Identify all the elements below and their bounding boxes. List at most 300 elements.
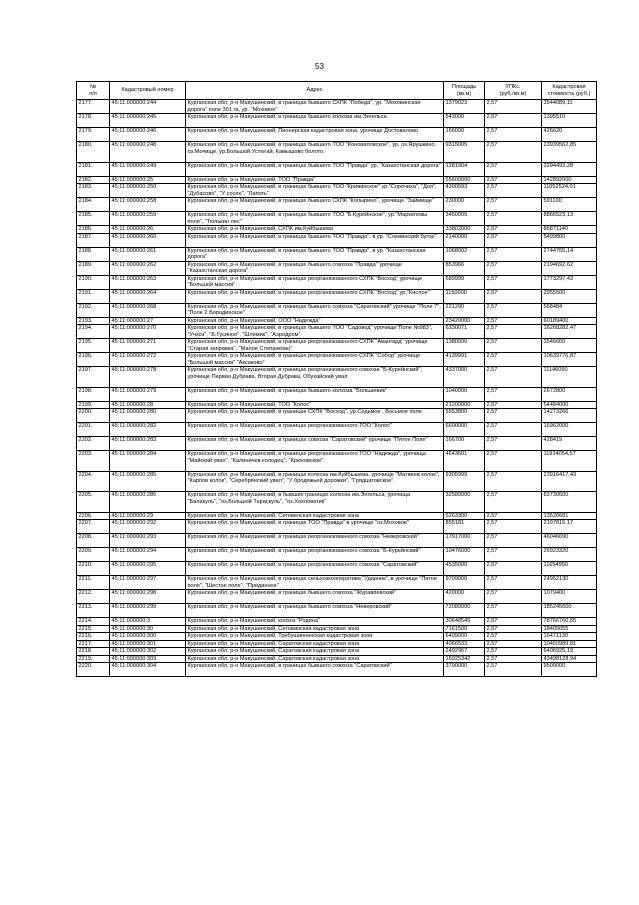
- cell-area: 230000: [444, 198, 485, 212]
- cell-address: Курганская обл, р-н Макушинский, в границах бывшего СХПК "Копырино", урочище "Займище": [186, 198, 444, 212]
- cell-cost: 16471130: [542, 633, 597, 641]
- table-row: [77, 212, 597, 226]
- cell-cadastral-number: 45:11:000000:302: [110, 648, 186, 656]
- table-row: [77, 226, 597, 234]
- cell-address: Курганская обл, р-н Макушинский, Саратовская кадастровая зона: [186, 648, 444, 656]
- table-row: [77, 142, 597, 163]
- cell-cadastral-number: 45:11:000000:29: [110, 512, 186, 520]
- cell-upks: 2,57: [485, 663, 542, 677]
- cell-address: Курганская обл, р-н Макушинский, в границах бывшего совхоза "Саратовский": [186, 663, 444, 677]
- cell-address: Курганская обл, р-н Макушинский, Сетовенская кадастровая зона: [186, 512, 444, 520]
- table-row: [77, 247, 597, 261]
- cell-number: 2205.: [77, 492, 110, 513]
- cell-area: 5263300: [444, 512, 485, 520]
- cell-cost: 426620: [542, 128, 597, 142]
- cell-address: Курганская обл, р-н Макушинский, в границах реорганизованного совхоза "Б-Курейнский", урочище Первая Дубрава, Вторая Дубрава, Обухайский увал.: [186, 367, 444, 388]
- cell-upks: 2,57: [485, 534, 542, 548]
- cell-cadastral-number: 45:11:000000:248: [110, 142, 186, 163]
- table-row: [77, 176, 597, 184]
- cell-cost: 24952130: [542, 576, 597, 590]
- cell-address: Курганская обл, р-н Макушинский, в бывших границах колхоза им.Энгельса, урочища "Балакуль", "оз.Большой Тараскуль", "оз.Хохловатик": [186, 492, 444, 513]
- cell-cadastral-number: 45:11:000000:282: [110, 423, 186, 437]
- cell-cost: 11052524,01: [542, 184, 597, 198]
- cell-cadastral-number: 45:11:000000:249: [110, 162, 186, 176]
- cell-area: 55600000: [444, 176, 485, 184]
- cell-address: Курганская обл, р-н Макушинский, в границах совхоза "Саратовский" урочище "Пятое Поле": [186, 437, 444, 451]
- cell-upks: 2,57: [485, 289, 542, 303]
- cell-area: 17917000: [444, 534, 485, 548]
- table-row: [77, 471, 597, 492]
- cell-number: 2190.: [77, 275, 110, 289]
- table-row: [77, 198, 597, 212]
- cell-address: Курганская обл, р-н Макушинский, колхоз "Родина": [186, 618, 444, 626]
- table-row: [77, 625, 597, 633]
- cell-upks: 2,57: [485, 640, 542, 648]
- cell-upks: 2,57: [485, 618, 542, 626]
- cell-upks: 2,57: [485, 648, 542, 656]
- cell-cadastral-number: 45:11:000000:304: [110, 663, 186, 677]
- cell-upks: 2,57: [485, 401, 542, 409]
- cell-number: 2195.: [77, 339, 110, 353]
- cell-number: 2177.: [77, 100, 110, 114]
- cell-cost: 2672800: [542, 387, 597, 401]
- cell-upks: 2,57: [485, 184, 542, 198]
- cell-number: 2179.: [77, 128, 110, 142]
- cell-cadastral-number: 45:11:000000:297: [110, 576, 186, 590]
- cell-cadastral-number: 45:11:000000:284: [110, 451, 186, 472]
- cell-cadastral-number: 45:11:000000:280: [110, 409, 186, 423]
- cell-cadastral-number: 45:11:000000:293: [110, 534, 186, 548]
- table-row: [77, 317, 597, 325]
- table-body: [77, 100, 597, 677]
- cell-upks: 2,57: [485, 233, 542, 247]
- cell-area: 3700000: [444, 663, 485, 677]
- cell-cadastral-number: 45:11:000000:299: [110, 604, 186, 618]
- cell-number: 2206.: [77, 512, 110, 520]
- cell-cost: 23939562,85: [542, 142, 597, 163]
- table-row: [77, 520, 597, 534]
- table-row: [77, 492, 597, 513]
- cell-cadastral-number: 45:11:000000:300: [110, 633, 186, 641]
- table-row: [77, 367, 597, 388]
- cell-number: 2186.: [77, 226, 110, 234]
- cell-number: 2215.: [77, 625, 110, 633]
- cell-upks: 2,57: [485, 162, 542, 176]
- cell-number: 2184.: [77, 198, 110, 212]
- table-row: [77, 534, 597, 548]
- cell-address: Курганская обл, р-н Макушинский, в границах бывшего совхоза "Журавлевский": [186, 590, 444, 604]
- cell-upks: 2,57: [485, 198, 542, 212]
- table-row: [77, 401, 597, 409]
- cell-upks: 2,57: [485, 512, 542, 520]
- cell-area: 3450009: [444, 212, 485, 226]
- cell-number: 2210.: [77, 562, 110, 576]
- cell-area: 420000: [444, 590, 485, 604]
- cell-upks: 2,57: [485, 625, 542, 633]
- cell-area: 30648545: [444, 618, 485, 626]
- cell-cost: 1773297,43: [542, 275, 597, 289]
- cell-cost: 26923320: [542, 548, 597, 562]
- cell-number: 2202.: [77, 437, 110, 451]
- cell-number: 2185.: [77, 212, 110, 226]
- cadastral-table: [76, 81, 597, 677]
- cell-cadastral-number: 45:11:000000:28: [110, 401, 186, 409]
- cell-address: Курганская обл, р-н Макушинский, в границах колхоза им.Куйбышева, урочище "Матвеев колок", "Карпов колок", "Серебрянский увал", "У бродяжьей дорожки", "Грядцатовское".: [186, 471, 444, 492]
- table-row: [77, 576, 597, 590]
- cell-area: 9305999: [444, 471, 485, 492]
- cell-upks: 2,57: [485, 520, 542, 534]
- cell-area: 6600000: [444, 423, 485, 437]
- cell-address: Курганская обл, р-н Макушинский, Саратовская кадастровая зона: [186, 640, 444, 648]
- cell-area: 1379023: [444, 100, 485, 114]
- cell-cadastral-number: 45:11:000000:268: [110, 303, 186, 317]
- table-row: [77, 423, 597, 437]
- cell-upks: 2,57: [485, 655, 542, 663]
- table-row: [77, 663, 597, 677]
- cell-address: Курганская обл, р-н Макушинский, в границах реорганизованного совхоза "Б-Курейнский": [186, 548, 444, 562]
- cell-number: 2188.: [77, 247, 110, 261]
- cell-number: 2187.: [77, 233, 110, 247]
- cell-area: 4066533: [444, 640, 485, 648]
- cell-address: Курганская обл, р-н Макушинский, в границах бывшего ТОО "Б.Курейнское", ур."Маркеловы поля", "Тюлькин лес": [186, 212, 444, 226]
- cell-address: Курганская обл, р-н Макушинский, в границах реорганизованного СХПК "Собор" урочище "Большой массив" "Аксаково": [186, 353, 444, 367]
- table-row: [77, 409, 597, 423]
- cell-area: 9315005: [444, 142, 485, 163]
- cell-number: 2209.: [77, 548, 110, 562]
- cell-number: 2213.: [77, 604, 110, 618]
- cell-upks: 2,57: [485, 100, 542, 114]
- cell-area: 689999: [444, 275, 485, 289]
- cell-number: 2201.: [77, 423, 110, 437]
- cell-cadastral-number: 45:11:000000:292: [110, 520, 186, 534]
- cell-cadastral-number: 45:11:000000:271: [110, 339, 186, 353]
- table-row: [77, 303, 597, 317]
- table-row: [77, 184, 597, 198]
- table-row: [77, 261, 597, 275]
- cell-number: 2207.: [77, 520, 110, 534]
- cell-number: 2180.: [77, 142, 110, 163]
- cell-cost: 568484: [542, 303, 597, 317]
- cell-area: 166700: [444, 437, 485, 451]
- table-row: [77, 648, 597, 656]
- cell-address: Курганская обл, р-н Макушинский, в границах бывшего ТОО "Правда", в ур. "Слевинский бугор": [186, 233, 444, 247]
- cell-cost: 78766760,65: [542, 618, 597, 626]
- cell-area: 166000: [444, 128, 485, 142]
- cell-cost: 10450989,81: [542, 640, 597, 648]
- cell-address: Курганская обл, р-н Макушинский, в границах реорганизованного СХПК "Восход" урочище "Большой массив": [186, 275, 444, 289]
- cell-cost: 2955500: [542, 289, 597, 303]
- cell-address: Курганская обл, р-н Макушинский, в границах реорганизованного ТОО "Надежда", урочища "Майский увал", "Калиничев колодец", "Крюковское".: [186, 451, 444, 472]
- header-upks: УПКс. (руб./кв.м): [485, 82, 542, 100]
- cell-area: 16925342: [444, 655, 485, 663]
- table-row: [77, 128, 597, 142]
- cell-area: 4337000: [444, 367, 485, 388]
- cell-area: 1281904: [444, 162, 485, 176]
- cell-cost: 3544089,11: [542, 100, 597, 114]
- table-row: [77, 548, 597, 562]
- cell-cost: 591100: [542, 198, 597, 212]
- cell-cadastral-number: 45:11:000000:295: [110, 562, 186, 576]
- cell-cost: 11934054,57: [542, 451, 597, 472]
- cell-number: 2220.: [77, 663, 110, 677]
- cell-number: 2197.: [77, 367, 110, 388]
- cell-address: Курганская обл, р-н Макушинский, в границах бывшего ТОО "Правда", в ур. "Казахстанская дорога": [186, 247, 444, 261]
- cell-address: Курганская обл, р-н Макушинский, в границах реорганизованного совхоза "Неверовский": [186, 534, 444, 548]
- cell-number: 2182.: [77, 176, 110, 184]
- table-row: [77, 604, 597, 618]
- cell-address: Курганская обл, р-н Макушинский, ТОО "Правда": [186, 176, 444, 184]
- cell-number: 2217.: [77, 640, 110, 648]
- cell-area: 21200000: [444, 401, 485, 409]
- cell-cadastral-number: 45:11:000000:272: [110, 353, 186, 367]
- cell-number: 2181.: [77, 162, 110, 176]
- table-row: [77, 275, 597, 289]
- cell-upks: 2,57: [485, 353, 542, 367]
- cell-upks: 2,57: [485, 317, 542, 325]
- cell-address: Курганская обл, р-н Макушинский, в границах СХПК "Восход", ур.Седьмое , Восьмое поле: [186, 409, 444, 423]
- cell-cadastral-number: 45:11:000000:246: [110, 128, 186, 142]
- cell-area: 4300593: [444, 184, 485, 198]
- cell-area: 9709000: [444, 576, 485, 590]
- cell-address: Курганская обл, р-н Макушинский, в границах реорганизованного СХПК "Восход" ур."Кислое": [186, 289, 444, 303]
- cell-cadastral-number: 45:11:000000:258: [110, 198, 186, 212]
- cell-cadastral-number: 45:11:000000:27: [110, 317, 186, 325]
- cell-cadastral-number: 45:11:000000:260: [110, 233, 186, 247]
- cell-address: Курганская обл, р-н Макушинский, ООО "Надежда": [186, 317, 444, 325]
- cell-cadastral-number: 45:11:000000:25: [110, 176, 186, 184]
- header-address: Адрес: [186, 82, 444, 100]
- cell-number: 2212.: [77, 590, 110, 604]
- cell-number: 2208.: [77, 534, 110, 548]
- cell-area: 7161500: [444, 625, 485, 633]
- cell-area: 1068002: [444, 247, 485, 261]
- cell-area: 4139991: [444, 353, 485, 367]
- table-row: [77, 114, 597, 128]
- cell-upks: 2,57: [485, 176, 542, 184]
- cell-upks: 2,57: [485, 367, 542, 388]
- cell-cost: 2194692,62: [542, 261, 597, 275]
- cell-area: 10476000: [444, 548, 485, 562]
- cell-address: Курганская обл, р-н Макушинский, в границах реорганизованного СХПК "Авангард" урочище "Старая заправка", "Малое Степанково": [186, 339, 444, 353]
- cell-cadastral-number: 45:11:000000:263: [110, 275, 186, 289]
- cell-cost: 428419: [542, 437, 597, 451]
- cell-cadastral-number: 45:11:000000:261: [110, 247, 186, 261]
- cell-number: 2200.: [77, 409, 110, 423]
- cell-cadastral-number: 45:11:000000:30: [110, 625, 186, 633]
- table-row: [77, 162, 597, 176]
- cell-cadastral-number: 45:11:000000:244: [110, 100, 186, 114]
- cell-cadastral-number: 45:11:000000:245: [110, 114, 186, 128]
- cell-cost: 13526681: [542, 512, 597, 520]
- cell-cadastral-number: 45:11:000000:270: [110, 325, 186, 339]
- page-number: 53: [315, 62, 324, 71]
- cell-address: Курганская обл, р-н Макушинский, в границах бывшего совхоза "Правда" урочище "Казахстанская дорога": [186, 261, 444, 275]
- cell-cost: 10639776,87: [542, 353, 597, 367]
- cell-cadastral-number: 45:11:000000:279: [110, 387, 186, 401]
- cell-area: 72080000: [444, 604, 485, 618]
- cell-address: Курганская обл, р-н Макушинский, Сетовинская кадастровая зона: [186, 625, 444, 633]
- cell-area: 2140000: [444, 233, 485, 247]
- cell-address: Курганская обл, р-н Макушинский, в границах бывшего СХПК "Победа", ур. "Моховинская дорога" поле 301 га, ур. "Моховое": [186, 100, 444, 114]
- cell-upks: 2,57: [485, 471, 542, 492]
- table-row: [77, 387, 597, 401]
- table-row: [77, 437, 597, 451]
- cell-number: 2216.: [77, 633, 110, 641]
- cell-number: 2194.: [77, 325, 110, 339]
- cell-address: Курганская обл, р-н Макушинский, в границах бывшего колхоза "Большевик": [186, 387, 444, 401]
- cell-address: Курганская обл, р-н Макушинский, в границах бывшего совхоза "Неверовский": [186, 604, 444, 618]
- cell-number: 2178.: [77, 114, 110, 128]
- header-number: № п/п: [77, 82, 110, 100]
- cell-address: Курганская обл, р-н Макушинский, в границах бывшего колхоза им.Энгельса: [186, 114, 444, 128]
- header-cadastral-number: Кадастровый номер: [110, 82, 186, 100]
- cell-cost: 185245600: [542, 604, 597, 618]
- cell-area: 32580000: [444, 492, 485, 513]
- cell-cadastral-number: 45:11:000000:250: [110, 184, 186, 198]
- cell-number: 2204.: [77, 471, 110, 492]
- cell-upks: 2,57: [485, 142, 542, 163]
- cell-upks: 2,57: [485, 437, 542, 451]
- cell-cadastral-number: 45:11:000000:303: [110, 655, 186, 663]
- cell-upks: 2,57: [485, 451, 542, 472]
- cell-upks: 2,57: [485, 261, 542, 275]
- cell-cost: 46046690: [542, 534, 597, 548]
- cell-upks: 2,57: [485, 387, 542, 401]
- cell-address: Курганская обл, р-н Макушинский, в границах сельхозкооператива "Ударник", в урочище "Пятое поле", "Шестое поле", "Приданное": [186, 576, 444, 590]
- cell-area: 853966: [444, 261, 485, 275]
- cell-area: 855181: [444, 520, 485, 534]
- cell-address: Курганская обл, р-н Макушинский, в границах ТОО "Правда" в урочище "оз.Моховое": [186, 520, 444, 534]
- cell-number: 2183.: [77, 184, 110, 198]
- cell-number: 2199.: [77, 401, 110, 409]
- cell-cost: 54484000: [542, 401, 597, 409]
- cell-area: 33802000: [444, 226, 485, 234]
- table-row: [77, 325, 597, 339]
- cell-upks: 2,57: [485, 548, 542, 562]
- cell-number: 2189.: [77, 261, 110, 275]
- cell-cost: 14273266: [542, 409, 597, 423]
- cell-cost: 11654950: [542, 562, 597, 576]
- cell-number: 2211.: [77, 576, 110, 590]
- cell-address: Курганская обл, р-н Макушинский, Пионерская кадастровая зона, урочище Достовалово: [186, 128, 444, 142]
- cell-cost: 1079400: [542, 590, 597, 604]
- cell-cadastral-number: 45:11:000000:283: [110, 437, 186, 451]
- cell-number: 2214.: [77, 618, 110, 626]
- cell-cost: 11146090: [542, 367, 597, 388]
- cell-upks: 2,57: [485, 423, 542, 437]
- cell-address: Курганская обл, р-н Макушинский, в границах бывшего совхоза "Саратовский" урочище "Поле 7", "Поле 2 Бородинское": [186, 303, 444, 317]
- cell-area: 1040000: [444, 387, 485, 401]
- cell-cadastral-number: 45:11:000000:298: [110, 590, 186, 604]
- cell-number: 2203.: [77, 451, 110, 472]
- table-row: [77, 640, 597, 648]
- cell-area: 2492967: [444, 648, 485, 656]
- cell-cost: 6406925,19: [542, 648, 597, 656]
- cell-upks: 2,57: [485, 339, 542, 353]
- table-row: [77, 289, 597, 303]
- cell-address: Курганская обл, р-н Макушинский, СХПК им.Куйбышева: [186, 226, 444, 234]
- cell-upks: 2,57: [485, 128, 542, 142]
- cell-cadastral-number: 45:11:000000:26: [110, 226, 186, 234]
- cell-cadastral-number: 45:11:000000:301: [110, 640, 186, 648]
- cell-upks: 2,57: [485, 303, 542, 317]
- cell-cost: 3546600: [542, 339, 597, 353]
- cell-area: 6409000: [444, 633, 485, 641]
- cell-cadastral-number: 45:11:000000:3: [110, 618, 186, 626]
- cell-number: 2191.: [77, 289, 110, 303]
- cell-area: 4643601: [444, 451, 485, 472]
- cell-cost: 5499800: [542, 233, 597, 247]
- table-row: [77, 339, 597, 353]
- cell-number: 2218.: [77, 648, 110, 656]
- cell-cost: 16268282,47: [542, 325, 597, 339]
- cell-address: Курганская обл, р-н Макушинский, ТОО "Колос": [186, 401, 444, 409]
- cell-cost: 16962000: [542, 423, 597, 437]
- table-row: [77, 353, 597, 367]
- table-row: [77, 633, 597, 641]
- cell-upks: 2,57: [485, 275, 542, 289]
- cell-number: 2192.: [77, 303, 110, 317]
- cell-cadastral-number: 45:11:000000:286: [110, 492, 186, 513]
- header-cost: Кадастровая стоимость (руб.): [542, 82, 597, 100]
- table-row: [77, 618, 597, 626]
- cell-cadastral-number: 45:11:000000:262: [110, 261, 186, 275]
- cell-cost: 60189400: [542, 317, 597, 325]
- cell-area: 1380000: [444, 339, 485, 353]
- cell-cost: 86871140: [542, 226, 597, 234]
- cell-area: 221200: [444, 303, 485, 317]
- cell-number: 2219.: [77, 655, 110, 663]
- cell-upks: 2,57: [485, 590, 542, 604]
- cell-area: 6330071: [444, 325, 485, 339]
- cell-cadastral-number: 45:11:000000:259: [110, 212, 186, 226]
- table-row: [77, 100, 597, 114]
- cell-upks: 2,57: [485, 604, 542, 618]
- table-row: [77, 590, 597, 604]
- cell-address: Курганская обл, р-н Макушинский, в границах реорганизованного ТОО "Колос": [186, 423, 444, 437]
- table-row: [77, 233, 597, 247]
- cell-cost: 43498128,94: [542, 655, 597, 663]
- cell-number: 2193.: [77, 317, 110, 325]
- cell-address: Курганская обл, р-н Макушинский, в границах бывшего ТОО "Кривинское" ур."Сорочиха", "Дол", "Дубасово", "У сосен", "Лапоть": [186, 184, 444, 198]
- cell-cost: 3294493,28: [542, 162, 597, 176]
- cell-area: 543000: [444, 114, 485, 128]
- cell-area: 5553800: [444, 409, 485, 423]
- cell-cost: 2744765,14: [542, 247, 597, 261]
- header-area: Площадь (кв.м): [444, 82, 485, 100]
- table-row: [77, 451, 597, 472]
- cell-cost: 9509000: [542, 663, 597, 677]
- cell-cadastral-number: 45:11:000000:294: [110, 548, 186, 562]
- cell-cost: 142892000: [542, 176, 597, 184]
- cell-upks: 2,57: [485, 247, 542, 261]
- cell-cadastral-number: 45:11:000000:285: [110, 471, 186, 492]
- cell-cost: 83730600: [542, 492, 597, 513]
- table-row: [77, 512, 597, 520]
- table-row: [77, 655, 597, 663]
- cell-cost: 1395510: [542, 114, 597, 128]
- cell-cost: 2197815,17: [542, 520, 597, 534]
- cell-cost: 8866523,13: [542, 212, 597, 226]
- cell-cadastral-number: 45:11:000000:264: [110, 289, 186, 303]
- cell-address: Курганская обл, р-н Макушинский, в границах бывшего ТОО "Коноваловское", ур. оз.Ярушкино, оз.Мочище, ур.Большой Устюгай, Камышово болото.: [186, 142, 444, 163]
- cell-number: 2196.: [77, 353, 110, 367]
- cell-number: 2198.: [77, 387, 110, 401]
- cell-upks: 2,57: [485, 633, 542, 641]
- cell-area: 1150000: [444, 289, 485, 303]
- table-header-row: [77, 82, 597, 100]
- cell-upks: 2,57: [485, 212, 542, 226]
